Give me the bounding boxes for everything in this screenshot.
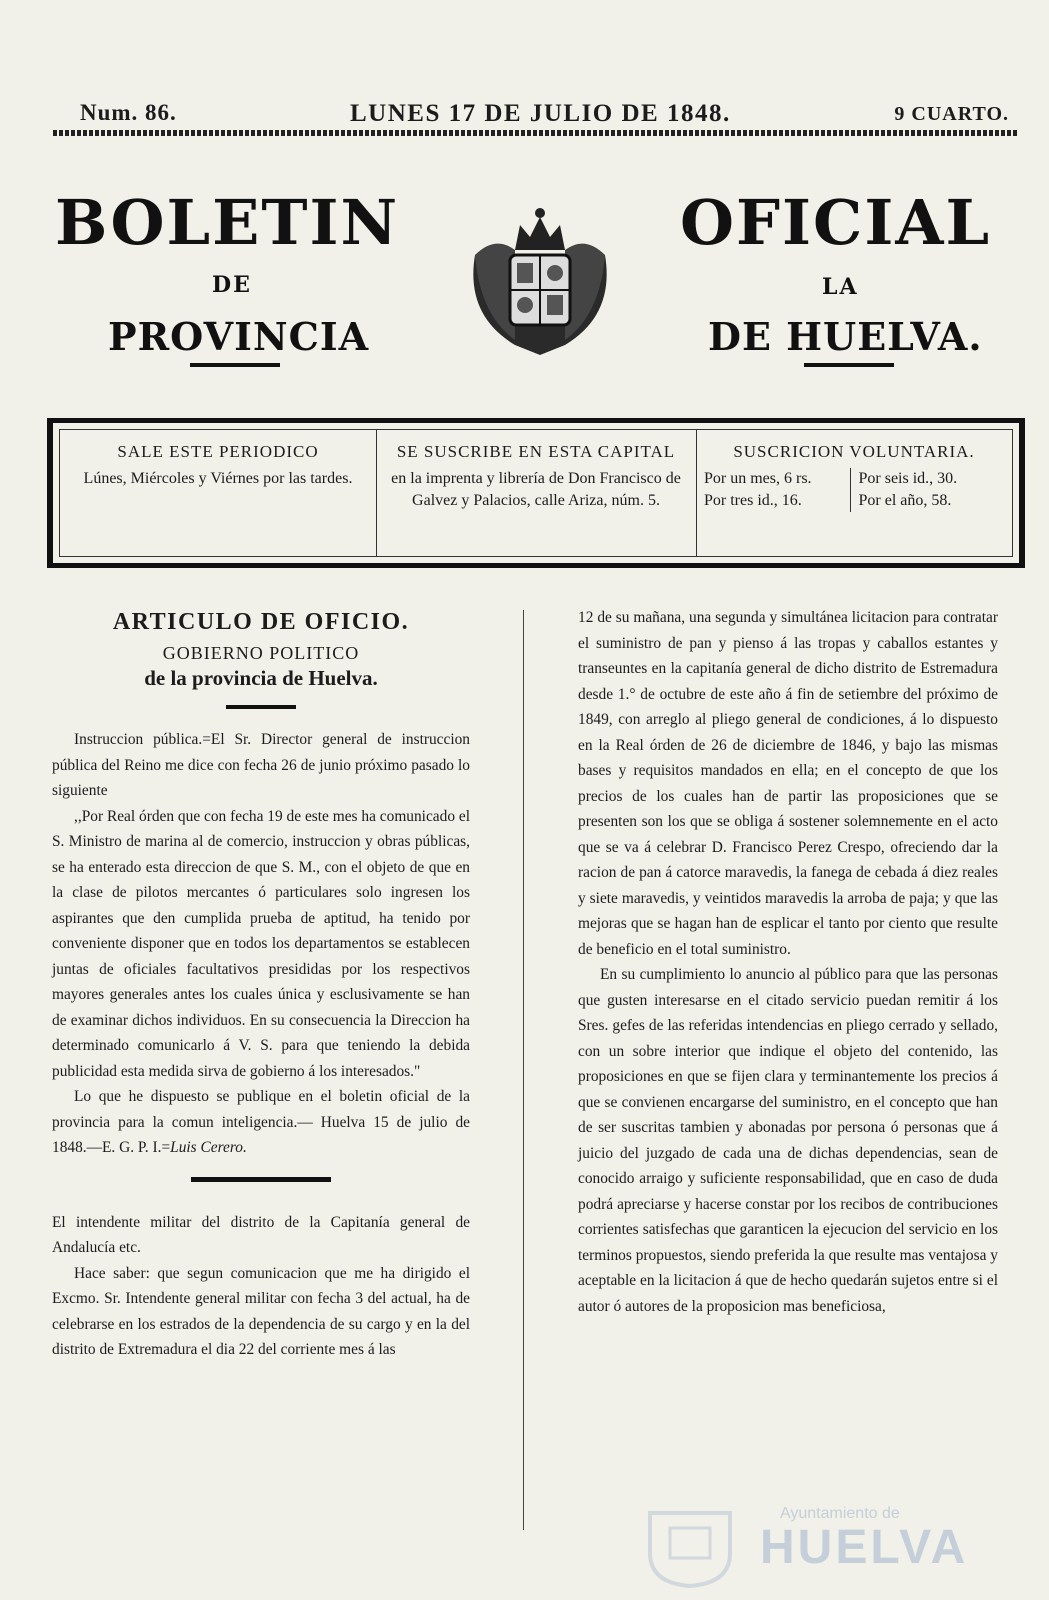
divider — [191, 1177, 331, 1182]
info-box — [47, 418, 1025, 568]
column-divider — [523, 610, 524, 1530]
rate-row: Por tres id., 16. Por el año, 58. — [704, 490, 1004, 512]
masthead-de: DE — [212, 272, 252, 298]
masthead-provincia: PROVINCIA — [108, 314, 370, 359]
masthead-underline-right — [804, 363, 894, 367]
issue-price: 9 CUARTO. — [894, 103, 1009, 125]
info-subscribe — [376, 430, 697, 556]
info-schedule — [60, 430, 377, 556]
watermark-text: HUELVA — [760, 1521, 969, 1574]
masthead-boletin: BOLETIN — [55, 186, 400, 259]
paragraph: El intendente militar del distrito de la Capitanía general de Andalucía etc. — [52, 1213, 470, 1256]
masthead-de-huelva: DE HUELVA. — [708, 314, 983, 359]
paragraph: 12 de su mañana, una segunda y simultánea licitacion para contratar el suministro de pan y pienso á las tropas y caballos estantes y transeuntes en la capitanía general de dicho distrito de Estremadura desde 1.° de octubre de este año á fin de setiembre del próximo de 1849, con arreglo al pliego general de condiciones, á lo dispuesto en la Real órden de 26 de diciembre de 1846, y bajo las mismas bases y requisitos mandados en ella; en el concepto de que los precios de los cuales han de partir las proposiciones que se presenten son los que se obliga á sostener solemnemente en el acto que se va á celebrar D. Francisco Perez Crespo, ofreciendo dar la racion de pan á catorce maravedis, la fanega de cebada á diez reales y siete maravedis, y veintidos maravedis la arroba de paja; y que las mejoras que se hagan han de esplicar el tanto por ciento que resulte de beneficio en el total suministro. — [578, 609, 998, 958]
info-subscribe-text: en la imprenta y librería de Don Francisco de Galvez y Palacios, calle Ariza, núm. 5. — [391, 470, 681, 509]
subsection-title: GOBIERNO POLITICO — [162, 643, 360, 663]
section-title: ARTICULO DE OFICIO. — [112, 609, 410, 635]
paragraph: ,,Por Real órden que con fecha 19 de este mes ha comunicado el S. Ministro de marina al de comercio, instruccion y obras públicas, se ha enterado esta direccion de que S. M., con el objeto de que en la clase de pilotos mercantes ó particulares solo ingresen los aspirantes que den cumplida prueba de aptitud, ha tenido por conveniente disponer que en todos los departamentos se establecen juntas de oficiales facultativos presididas por los respectivos mayores generales antes los cuales única y esclusivamente se han de examinar dichos individuos. En su consecuencia la Direccion ha determinado comunicarlo á V. S. para que teniendo la debida publicidad esta medida sirva de gobierno á los interesados." — [52, 807, 470, 1080]
left-column — [52, 605, 470, 1363]
info-schedule-title: SALE ESTE PERIODICO — [117, 442, 319, 461]
signature: Luis Cerero. — [170, 1139, 247, 1156]
info-subscribe-title: SE SUSCRIBE EN ESTA CAPITAL — [396, 442, 676, 461]
masthead-la: LA — [822, 274, 859, 300]
paragraph: Instruccion pública.=El Sr. Director general de instruccion pública del Reino me dice con fecha 26 de junio próximo pasado lo siguiente — [52, 731, 470, 799]
right-column — [578, 605, 998, 1319]
masthead-oficial: OFICIAL — [680, 186, 992, 259]
watermark-caption: Ayuntamiento de — [780, 1505, 900, 1522]
ornamental-rule — [53, 130, 1019, 136]
rate-row: Por un mes, 6 rs. Por seis id., 30. — [704, 468, 1004, 490]
subsection-subtitle: de la provincia de Huelva. — [144, 666, 378, 690]
issue-date: LUNES 17 DE JULIO DE 1848. — [350, 100, 731, 127]
divider — [226, 705, 296, 709]
paragraph: Hace saber: que segun comunicacion que me ha dirigido el Excmo. Sr. Intendente general militar con fecha 3 del actual, ha de celebrarse en los estrados de la dependencia de su cargo y en la del distrito de Extremadura el dia 22 del corriente mes á las — [52, 1264, 470, 1358]
masthead-underline-left — [190, 363, 280, 367]
paragraph: Lo que he dispuesto se publique en el boletin oficial de la provincia para la comun inteligencia.— Huelva 15 de julio de 1848.—E. G. P. I.=Luis Cerero. — [52, 1088, 470, 1156]
coat-of-arms-icon — [455, 195, 625, 360]
issue-number: Num. 86. — [80, 100, 177, 125]
info-rates — [696, 430, 1012, 556]
paragraph: En su cumplimiento lo anuncio al público para que las personas que gusten interesarse en el citado servicio puedan remitir á los Sres. gefes de las referidas intendencias en pliego cerrado y sellado, con un sobre interior que indique el objeto del contenido, las proposiciones en que se fijen clara y terminantemente los precios á que se convienen encargarse del suministro, en el concepto que han de ser suscritas tambien y abonadas por persona ó personas que á juicio del juzgado de cada una de dichas dependencias, sean de conocido arraigo y suficiente responsabilidad, que en caso de duda podrá apreciarse y hacerse constar por los recibos de contribuciones corrientes satisfechas que garanticen la ejecucion del servicio en los terminos propuestos, siendo preferida la que resulte mas ventajosa y aceptable en la licitacion á que de hecho quedarán sujetos entre si el autor ó autores de la proposicion mas beneficiosa, — [578, 966, 998, 1315]
info-rates-title: SUSCRICION VOLUNTARIA. — [733, 442, 975, 461]
issue-header — [50, 100, 1009, 130]
info-schedule-text: Lúnes, Miércoles y Viérnes por las tardes. — [83, 470, 353, 487]
